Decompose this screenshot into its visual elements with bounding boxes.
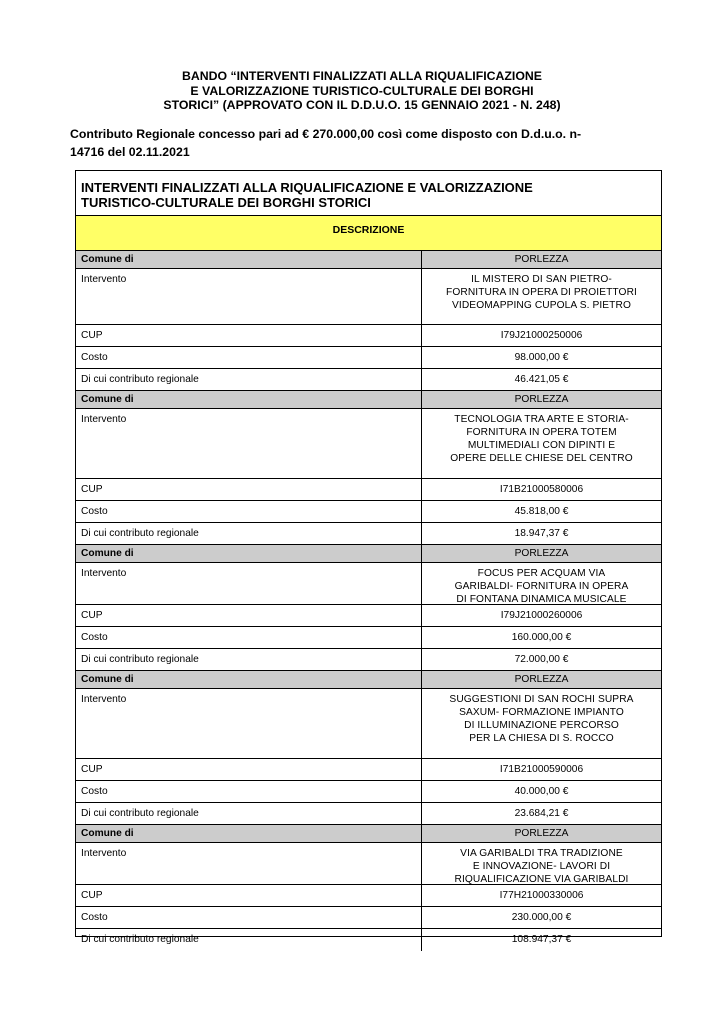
- intervento-row-value: [422, 843, 661, 884]
- comune-row-value: PORLEZZA: [514, 548, 569, 559]
- intervento-row-value: [422, 689, 661, 758]
- cup-row-label: CUP: [76, 759, 422, 780]
- comune-row-value: PORLEZZA: [514, 254, 569, 265]
- cup-row-value: I71B21000590006: [499, 764, 584, 775]
- descrizione-header: DESCRIZIONE: [76, 215, 661, 251]
- intervento-row: [76, 409, 661, 479]
- intervento-text-line: FOCUS PER ACQUAM VIA: [477, 568, 606, 579]
- cup-row: [76, 885, 661, 907]
- comune-row-value: PORLEZZA: [514, 674, 569, 685]
- intervento-row-label: Intervento: [76, 409, 422, 478]
- costo-row-value: 98.000,00 €: [514, 352, 569, 363]
- contributo-row-value: 108.947,37 €: [511, 934, 572, 945]
- intervento-row-value: [422, 563, 661, 604]
- title-line: STORICI” (APPROVATO CON IL D.D.U.O. 15 GENNAIO 2021 - N. 248): [163, 98, 561, 113]
- contributo-line: Contributo Regionale concesso pari ad € 270.000,00 così come disposto con D.d.u.o. n-: [70, 127, 582, 141]
- cup-row-label: CUP: [76, 885, 422, 906]
- comune-row-value: PORLEZZA: [514, 828, 569, 839]
- intervento-text-line: IL MISTERO DI SAN PIETRO-: [471, 274, 612, 285]
- comune-row-label: Comune di: [76, 671, 422, 688]
- intervento-row: [76, 843, 661, 885]
- intervento-text-line: VIDEOMAPPING CUPOLA S. PIETRO: [452, 300, 631, 311]
- intervento-text-line: PER LA CHIESA DI S. ROCCO: [469, 733, 614, 744]
- costo-row-label: Costo: [76, 347, 422, 368]
- intervento-row-value: [422, 409, 661, 478]
- intervento-text-line: RIQUALIFICAZIONE VIA GARIBALDI: [454, 874, 629, 885]
- costo-row-label: Costo: [76, 627, 422, 648]
- contributo-paragraph: [70, 126, 660, 161]
- title-line: BANDO “INTERVENTI FINALIZZATI ALLA RIQUALIFICAZIONE: [181, 69, 542, 83]
- intervento-row-label: Intervento: [76, 269, 422, 324]
- intervento-text-line: GARIBALDI- FORNITURA IN OPERA: [454, 581, 629, 592]
- intervento-row: [76, 689, 661, 759]
- intervento-text-line: VIA GARIBALDI TRA TRADIZIONE: [460, 848, 623, 859]
- comune-row-label: Comune di: [76, 825, 422, 842]
- comune-row: [76, 825, 661, 843]
- comune-row-label: Comune di: [76, 391, 422, 408]
- intervento-text-line: FORNITURA IN OPERA TOTEM: [466, 427, 617, 438]
- comune-row: [76, 251, 661, 269]
- costo-row-value: 45.818,00 €: [514, 506, 569, 517]
- interventi-table: [75, 170, 662, 945]
- intervento-text-line: OPERE DELLE CHIESE DEL CENTRO: [450, 453, 633, 464]
- costo-row: [76, 781, 661, 803]
- contributo-row-value: 72.000,00 €: [514, 654, 569, 665]
- contributo-row-label: Di cui contributo regionale: [76, 929, 422, 951]
- contributo-row: [76, 369, 661, 391]
- contributo-row-label: Di cui contributo regionale: [76, 523, 422, 544]
- intervento-text-line: DI ILLUMINAZIONE PERCORSO: [464, 720, 619, 731]
- intervento-text-line: E INNOVAZIONE- LAVORI DI: [472, 861, 611, 872]
- contributo-row-value: 18.947,37 €: [514, 528, 569, 539]
- cup-row-value: I71B21000580006: [499, 484, 584, 495]
- costo-row-label: Costo: [76, 781, 422, 802]
- intervento-row-label: Intervento: [76, 563, 422, 604]
- comune-row-value: PORLEZZA: [514, 394, 569, 405]
- intervento-text-line: TECNOLOGIA TRA ARTE E STORIA-: [454, 414, 629, 425]
- costo-row: [76, 627, 661, 649]
- costo-row-label: Costo: [76, 501, 422, 522]
- contributo-row-label: Di cui contributo regionale: [76, 649, 422, 670]
- costo-row: [76, 347, 661, 369]
- costo-row-value: 230.000,00 €: [511, 912, 572, 923]
- table-header-line: TURISTICO-CULTURALE DEI BORGHI STORICI: [81, 195, 371, 210]
- table-header-line: INTERVENTI FINALIZZATI ALLA RIQUALIFICAZIONE E VALORIZZAZIONE: [81, 180, 533, 195]
- cup-row-label: CUP: [76, 605, 422, 626]
- intervento-row-label: Intervento: [76, 689, 422, 758]
- table-body: [76, 251, 661, 951]
- contributo-row: [76, 523, 661, 545]
- costo-row: [76, 501, 661, 523]
- contributo-row-label: Di cui contributo regionale: [76, 369, 422, 390]
- cup-row: [76, 325, 661, 347]
- comune-row: [76, 391, 661, 409]
- intervento-row-value: [422, 269, 661, 324]
- title-line: E VALORIZZAZIONE TURISTICO-CULTURALE DEI BORGHI: [190, 83, 534, 98]
- cup-row: [76, 605, 661, 627]
- comune-row-label: Comune di: [76, 251, 422, 268]
- contributo-row-value: 23.684,21 €: [514, 808, 569, 819]
- cup-row: [76, 479, 661, 501]
- intervento-text-line: FORNITURA IN OPERA DI PROIETTORI: [446, 287, 637, 298]
- costo-row-value: 160.000,00 €: [511, 632, 572, 643]
- comune-row-label: Comune di: [76, 545, 422, 562]
- document-title: [70, 69, 654, 113]
- contributo-line: 14716 del 02.11.2021: [70, 144, 190, 159]
- table-header: [76, 171, 661, 215]
- cup-row-value: I79J21000250006: [500, 330, 583, 341]
- intervento-text-line: MULTIMEDIALI CON DIPINTI E: [467, 440, 616, 451]
- contributo-row: [76, 803, 661, 825]
- comune-row: [76, 671, 661, 689]
- cup-row-value: I79J21000260006: [500, 610, 583, 621]
- contributo-row-value: 46.421,05 €: [514, 374, 569, 385]
- intervento-text-line: DI FONTANA DINAMICA MUSICALE: [456, 594, 627, 605]
- cup-row-label: CUP: [76, 479, 422, 500]
- intervento-text-line: SUGGESTIONI DI SAN ROCHI SUPRA: [449, 694, 634, 705]
- costo-row-value: 40.000,00 €: [514, 786, 569, 797]
- contributo-row: [76, 929, 661, 951]
- cup-row-value: I77H21000330006: [499, 890, 584, 901]
- cup-row: [76, 759, 661, 781]
- comune-row: [76, 545, 661, 563]
- contributo-row: [76, 649, 661, 671]
- costo-row-label: Costo: [76, 907, 422, 928]
- intervento-row: [76, 563, 661, 605]
- intervento-text-line: SAXUM- FORMAZIONE IMPIANTO: [459, 707, 624, 718]
- intervento-row: [76, 269, 661, 325]
- contributo-row-label: Di cui contributo regionale: [76, 803, 422, 824]
- intervento-row-label: Intervento: [76, 843, 422, 884]
- cup-row-label: CUP: [76, 325, 422, 346]
- costo-row: [76, 907, 661, 929]
